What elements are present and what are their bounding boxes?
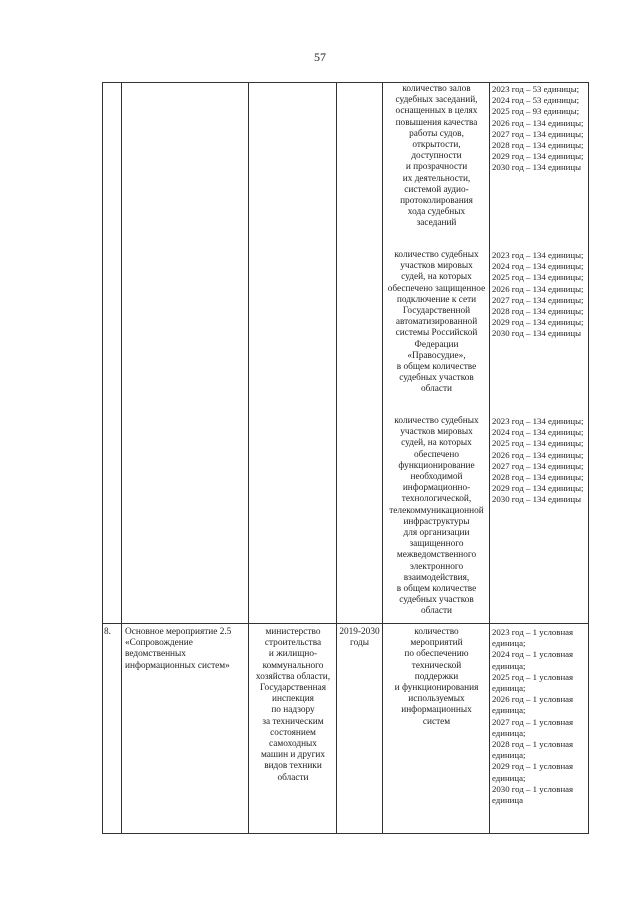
row-number: 8. [104, 627, 111, 637]
values-cell: 2023 год – 134 единицы; 2024 год – 134 единицы; 2025 год – 134 единицы; 2026 год – 134 единицы; 2027 год – 134 единицы; 2028 год – 134 единицы; 2029 год – 134 единицы; 2030 год – 134 единицы [492, 416, 584, 505]
indicator-cell: количество залов судебных заседаний, оснащенных в целях повышения качества работы судов, открытости, доступности и прозрачности их деятельности, системой аудио- протоколирования хода судебных заседаний [395, 84, 478, 229]
table-left-border [102, 82, 103, 834]
page-number: 57 [314, 50, 326, 64]
values-cell: 2023 год – 1 условная единица; 2024 год – 1 условная единица; 2025 год – 1 условная единица; 2026 год – 1 условная единица; 2027 год – 1 условная единица; 2028 год – 1 условная единица; 2029 год – 1 условная единица; 2030 год – 1 условная единица [492, 627, 574, 806]
column-divider-1 [121, 82, 122, 834]
indicator-cell: количество мероприятий по обеспечению технической поддержки и функционирования используемых информационных систем [394, 627, 479, 727]
column-divider-2 [248, 82, 249, 834]
values-cell: 2023 год – 134 единицы; 2024 год – 134 единицы; 2025 год – 134 единицы; 2026 год – 134 единицы; 2027 год – 134 единицы; 2028 год – 134 единицы; 2029 год – 134 единицы; 2030 год – 134 единицы [492, 250, 584, 339]
values-cell: 2023 год – 53 единицы; 2024 год – 53 единицы; 2025 год – 93 единицы; 2026 год – 134 единицы; 2027 год – 134 единицы; 2028 год – 134 единицы; 2029 год – 134 единицы; 2030 год – 134 единицы [492, 84, 584, 173]
table-right-border [588, 82, 589, 834]
table-top-border [102, 82, 588, 83]
column-divider-3 [336, 82, 337, 834]
row-separator [102, 623, 588, 624]
executor-cell: министерство строительства и жилищно- коммунального хозяйства области, Государственная инспекция по надзору за техническим состоянием самоходных машин и других видов техники области [255, 627, 331, 783]
measure-cell: Основное мероприятие 2.5 «Сопровождение ведомственных информационных систем» [125, 627, 232, 671]
table-bottom-border [102, 833, 588, 834]
indicator-cell: количество судебных участков мировых судей, на которых обеспечено функционирование необходимой информационно- технологической, телекоммуникационной инфраструктуры для организации защищенного межведомственного электронного взаимодействия, в общем количестве судебных участков области [389, 416, 484, 617]
indicator-cell: количество судебных участков мировых судей, на которых обеспечено защищенное подключение к сети Государственной автоматизированной системы Российской Федерации «Правосудие», в общем количестве судебных участков области [387, 250, 486, 395]
column-divider-4 [382, 82, 383, 834]
column-divider-5 [489, 82, 490, 834]
period-cell: 2019-2030 годы [339, 627, 380, 649]
